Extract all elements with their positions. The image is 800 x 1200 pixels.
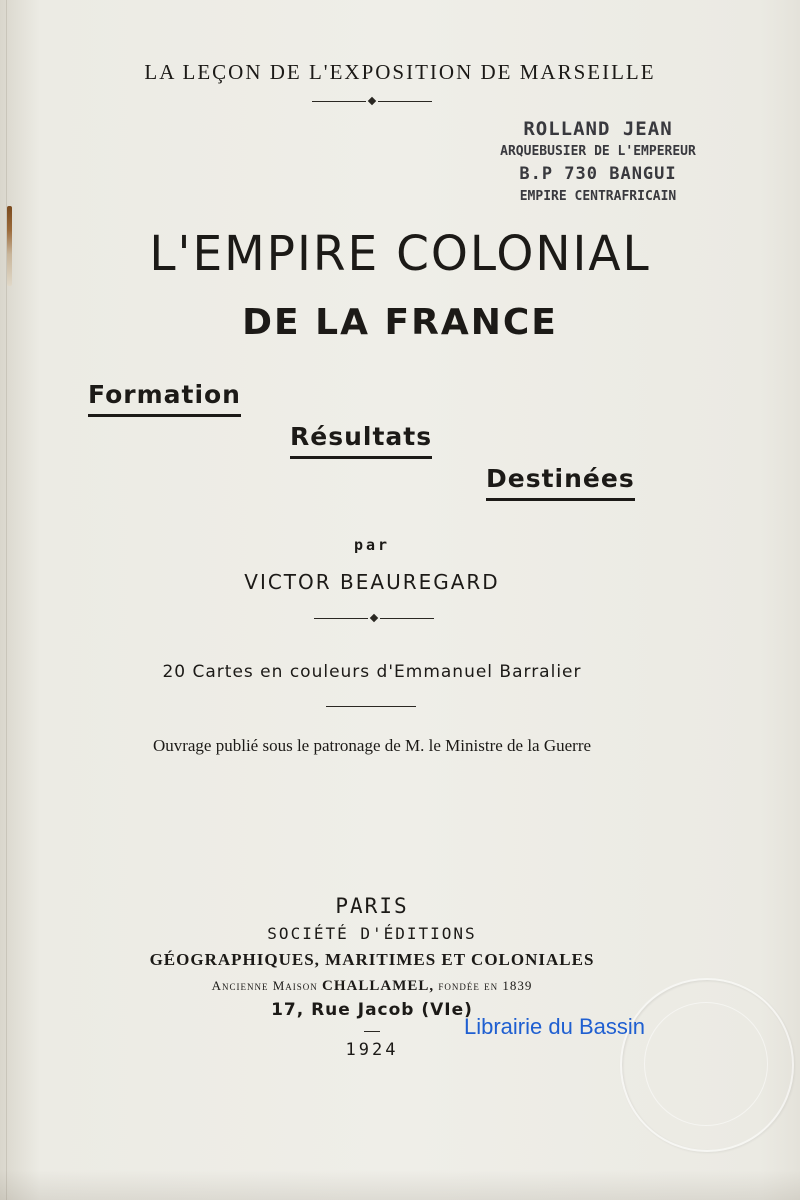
subtitle-resultats	[290, 422, 432, 451]
stamp-line-title: ARQUEBUSIER DE L'EMPEREUR	[500, 144, 696, 159]
bottom-edge-shadow	[0, 1170, 800, 1200]
publisher-city: PARIS	[335, 894, 409, 918]
publisher-name-line2: GÉOGRAPHIQUES, MARITIMES ET COLONIALES	[149, 950, 595, 969]
former-house-name: CHALLAMEL,	[322, 978, 435, 994]
publisher-address: 17, Rue Jacob (VIe)	[271, 1000, 473, 1020]
embossed-seal	[620, 978, 794, 1152]
author-ornament	[314, 614, 434, 624]
former-house-suffix: fondée en 1839	[438, 978, 533, 993]
subtitle-resultats-label: Résultats	[290, 422, 433, 451]
main-title: L'EMPIRE COLONIAL	[149, 226, 651, 282]
spine-edge	[6, 0, 7, 1200]
subtitle-destinees-underline	[486, 498, 635, 501]
author-name: VICTOR BEAUREGARD	[244, 570, 500, 594]
by-label: par	[353, 536, 391, 554]
subtitle-formation-label: Formation	[88, 380, 241, 409]
subtitle-destinees-label: Destinées	[486, 464, 635, 493]
subtitle-resultats-underline	[290, 456, 432, 459]
stamp-line-country: EMPIRE CENTRAFRICAIN	[519, 189, 677, 204]
former-house-prefix: Ancienne Maison	[211, 978, 318, 993]
patronage-note: Ouvrage publié sous le patronage de M. le Ministre de la Guerre	[152, 736, 592, 755]
top-ornament	[312, 97, 432, 107]
ownership-stamp	[488, 118, 708, 208]
subtitle-formation	[88, 380, 241, 409]
subtitle-destinees	[486, 464, 635, 493]
main-subtitle: DE LA FRANCE	[242, 302, 558, 343]
divider-rule	[326, 706, 416, 707]
publisher-former-house	[0, 978, 772, 995]
year-rule	[364, 1031, 380, 1032]
publisher-name-line1: SOCIÉTÉ D'ÉDITIONS	[267, 924, 477, 943]
series-title: LA LEÇON DE L'EXPOSITION DE MARSEILLE	[144, 60, 656, 84]
subtitle-formation-underline	[88, 414, 241, 417]
stamp-line-name: ROLLAND JEAN	[523, 118, 673, 140]
bookseller-watermark: Librairie du Bassin	[464, 1014, 645, 1039]
stamp-line-address: B.P 730 BANGUI	[519, 164, 677, 184]
publication-year: 1924	[345, 1040, 399, 1060]
embossed-seal-inner-ring	[644, 1002, 768, 1126]
maps-note: 20 Cartes en couleurs d'Emmanuel Barralier	[162, 662, 582, 682]
